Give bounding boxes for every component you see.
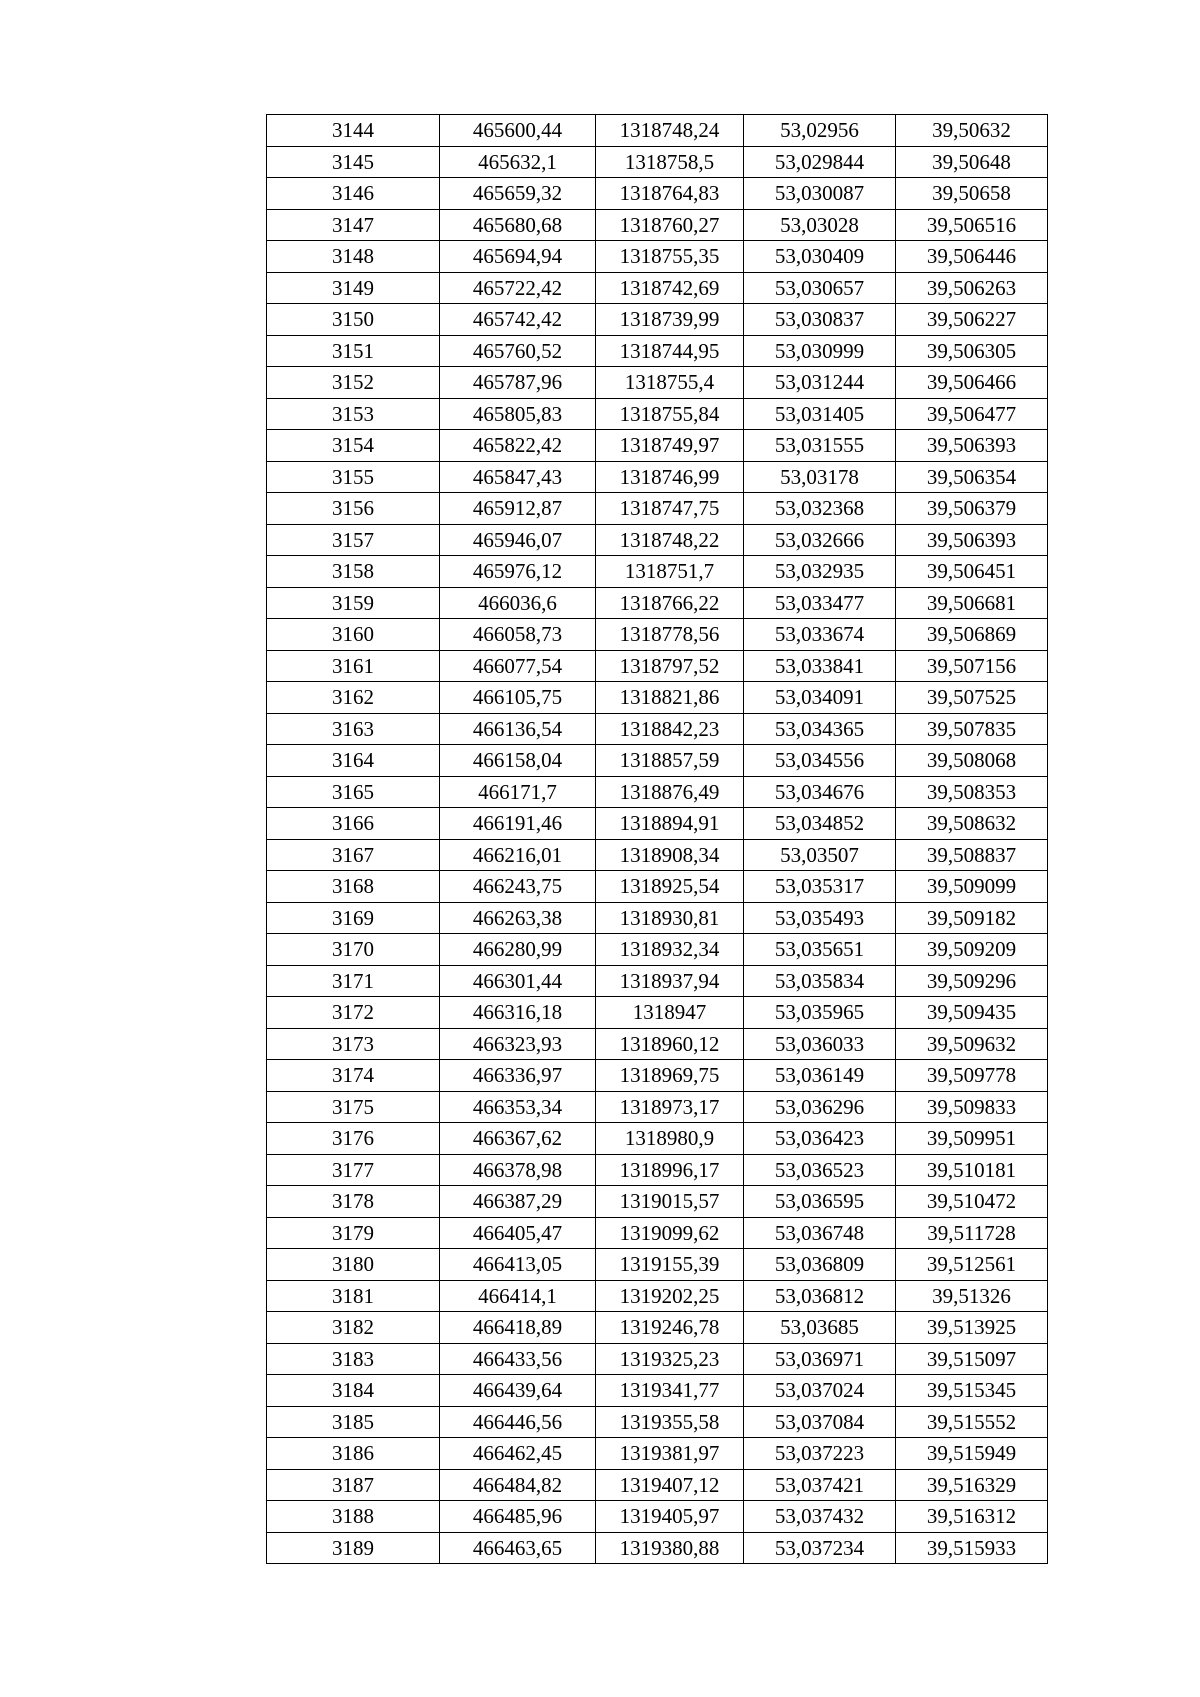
table-row (267, 1406, 1048, 1438)
x-coordinate-cell: 465659,32 (440, 178, 596, 210)
point-number-cell: 3160 (267, 619, 440, 651)
longitude-cell: 39,506516 (896, 209, 1048, 241)
longitude-cell: 39,509182 (896, 902, 1048, 934)
y-coordinate-cell: 1318996,17 (596, 1154, 744, 1186)
point-number-cell: 3163 (267, 713, 440, 745)
longitude-cell: 39,515097 (896, 1343, 1048, 1375)
longitude-cell: 39,509209 (896, 934, 1048, 966)
x-coordinate-cell: 466484,82 (440, 1469, 596, 1501)
point-number-cell: 3162 (267, 682, 440, 714)
latitude-cell: 53,035834 (744, 965, 896, 997)
y-coordinate-cell: 1319099,62 (596, 1217, 744, 1249)
latitude-cell: 53,036033 (744, 1028, 896, 1060)
latitude-cell: 53,031405 (744, 398, 896, 430)
table-row (267, 619, 1048, 651)
point-number-cell: 3157 (267, 524, 440, 556)
x-coordinate-cell: 466414,1 (440, 1280, 596, 1312)
table-row (267, 1154, 1048, 1186)
x-coordinate-cell: 466413,05 (440, 1249, 596, 1281)
point-number-cell: 3168 (267, 871, 440, 903)
x-coordinate-cell: 466280,99 (440, 934, 596, 966)
longitude-cell: 39,508353 (896, 776, 1048, 808)
longitude-cell: 39,515552 (896, 1406, 1048, 1438)
x-coordinate-cell: 466439,64 (440, 1375, 596, 1407)
latitude-cell: 53,031244 (744, 367, 896, 399)
longitude-cell: 39,506477 (896, 398, 1048, 430)
table-row (267, 808, 1048, 840)
x-coordinate-cell: 466243,75 (440, 871, 596, 903)
y-coordinate-cell: 1319202,25 (596, 1280, 744, 1312)
point-number-cell: 3151 (267, 335, 440, 367)
longitude-cell: 39,516329 (896, 1469, 1048, 1501)
table-row (267, 272, 1048, 304)
y-coordinate-cell: 1318980,9 (596, 1123, 744, 1155)
point-number-cell: 3154 (267, 430, 440, 462)
y-coordinate-cell: 1318930,81 (596, 902, 744, 934)
table-row (267, 1280, 1048, 1312)
table-row (267, 430, 1048, 462)
table-row (267, 304, 1048, 336)
x-coordinate-cell: 465946,07 (440, 524, 596, 556)
table-row (267, 965, 1048, 997)
y-coordinate-cell: 1318764,83 (596, 178, 744, 210)
x-coordinate-cell: 466191,46 (440, 808, 596, 840)
table-row (267, 556, 1048, 588)
longitude-cell: 39,506393 (896, 524, 1048, 556)
y-coordinate-cell: 1318925,54 (596, 871, 744, 903)
latitude-cell: 53,037421 (744, 1469, 896, 1501)
longitude-cell: 39,509632 (896, 1028, 1048, 1060)
longitude-cell: 39,509778 (896, 1060, 1048, 1092)
longitude-cell: 39,512561 (896, 1249, 1048, 1281)
y-coordinate-cell: 1319407,12 (596, 1469, 744, 1501)
x-coordinate-cell: 466158,04 (440, 745, 596, 777)
point-number-cell: 3166 (267, 808, 440, 840)
point-number-cell: 3161 (267, 650, 440, 682)
x-coordinate-cell: 466387,29 (440, 1186, 596, 1218)
latitude-cell: 53,034556 (744, 745, 896, 777)
y-coordinate-cell: 1318969,75 (596, 1060, 744, 1092)
point-number-cell: 3172 (267, 997, 440, 1029)
point-number-cell: 3183 (267, 1343, 440, 1375)
table-row (267, 1217, 1048, 1249)
point-number-cell: 3152 (267, 367, 440, 399)
point-number-cell: 3149 (267, 272, 440, 304)
y-coordinate-cell: 1318857,59 (596, 745, 744, 777)
longitude-cell: 39,506446 (896, 241, 1048, 273)
x-coordinate-cell: 466353,34 (440, 1091, 596, 1123)
x-coordinate-cell: 466263,38 (440, 902, 596, 934)
table-row (267, 335, 1048, 367)
latitude-cell: 53,03028 (744, 209, 896, 241)
point-number-cell: 3165 (267, 776, 440, 808)
table-row (267, 1249, 1048, 1281)
latitude-cell: 53,029844 (744, 146, 896, 178)
x-coordinate-cell: 466105,75 (440, 682, 596, 714)
table-row (267, 871, 1048, 903)
table-row (267, 1312, 1048, 1344)
table-row (267, 367, 1048, 399)
longitude-cell: 39,508837 (896, 839, 1048, 871)
latitude-cell: 53,036748 (744, 1217, 896, 1249)
point-number-cell: 3182 (267, 1312, 440, 1344)
y-coordinate-cell: 1318742,69 (596, 272, 744, 304)
table-row (267, 776, 1048, 808)
table-row (267, 1186, 1048, 1218)
point-number-cell: 3175 (267, 1091, 440, 1123)
longitude-cell: 39,506354 (896, 461, 1048, 493)
table-row (267, 1375, 1048, 1407)
x-coordinate-cell: 466378,98 (440, 1154, 596, 1186)
longitude-cell: 39,506466 (896, 367, 1048, 399)
y-coordinate-cell: 1319355,58 (596, 1406, 744, 1438)
x-coordinate-cell: 465805,83 (440, 398, 596, 430)
point-number-cell: 3178 (267, 1186, 440, 1218)
point-number-cell: 3153 (267, 398, 440, 430)
latitude-cell: 53,037432 (744, 1501, 896, 1533)
y-coordinate-cell: 1318766,22 (596, 587, 744, 619)
y-coordinate-cell: 1318746,99 (596, 461, 744, 493)
point-number-cell: 3144 (267, 115, 440, 147)
y-coordinate-cell: 1318894,91 (596, 808, 744, 840)
point-number-cell: 3171 (267, 965, 440, 997)
y-coordinate-cell: 1318960,12 (596, 1028, 744, 1060)
x-coordinate-cell: 466418,89 (440, 1312, 596, 1344)
y-coordinate-cell: 1318748,22 (596, 524, 744, 556)
point-number-cell: 3148 (267, 241, 440, 273)
latitude-cell: 53,030409 (744, 241, 896, 273)
x-coordinate-cell: 466171,7 (440, 776, 596, 808)
latitude-cell: 53,032935 (744, 556, 896, 588)
y-coordinate-cell: 1319380,88 (596, 1532, 744, 1564)
longitude-cell: 39,50648 (896, 146, 1048, 178)
latitude-cell: 53,032368 (744, 493, 896, 525)
table-row (267, 1532, 1048, 1564)
longitude-cell: 39,506379 (896, 493, 1048, 525)
x-coordinate-cell: 465742,42 (440, 304, 596, 336)
latitude-cell: 53,034091 (744, 682, 896, 714)
x-coordinate-cell: 466462,45 (440, 1438, 596, 1470)
longitude-cell: 39,516312 (896, 1501, 1048, 1533)
point-number-cell: 3174 (267, 1060, 440, 1092)
latitude-cell: 53,02956 (744, 115, 896, 147)
x-coordinate-cell: 466367,62 (440, 1123, 596, 1155)
x-coordinate-cell: 466036,6 (440, 587, 596, 619)
table-row (267, 209, 1048, 241)
x-coordinate-cell: 465847,43 (440, 461, 596, 493)
latitude-cell: 53,033674 (744, 619, 896, 651)
point-number-cell: 3179 (267, 1217, 440, 1249)
y-coordinate-cell: 1319405,97 (596, 1501, 744, 1533)
point-number-cell: 3177 (267, 1154, 440, 1186)
table-row (267, 839, 1048, 871)
x-coordinate-cell: 465722,42 (440, 272, 596, 304)
latitude-cell: 53,033841 (744, 650, 896, 682)
table-row (267, 650, 1048, 682)
y-coordinate-cell: 1318758,5 (596, 146, 744, 178)
x-coordinate-cell: 465694,94 (440, 241, 596, 273)
table-row (267, 1028, 1048, 1060)
y-coordinate-cell: 1319246,78 (596, 1312, 744, 1344)
latitude-cell: 53,036809 (744, 1249, 896, 1281)
table-row (267, 713, 1048, 745)
table-row (267, 398, 1048, 430)
latitude-cell: 53,035317 (744, 871, 896, 903)
y-coordinate-cell: 1319381,97 (596, 1438, 744, 1470)
table-row (267, 1469, 1048, 1501)
y-coordinate-cell: 1318932,34 (596, 934, 744, 966)
longitude-cell: 39,510181 (896, 1154, 1048, 1186)
x-coordinate-cell: 466463,65 (440, 1532, 596, 1564)
latitude-cell: 53,030837 (744, 304, 896, 336)
x-coordinate-cell: 465912,87 (440, 493, 596, 525)
y-coordinate-cell: 1318778,56 (596, 619, 744, 651)
table-row (267, 1123, 1048, 1155)
longitude-cell: 39,506451 (896, 556, 1048, 588)
longitude-cell: 39,508068 (896, 745, 1048, 777)
longitude-cell: 39,509833 (896, 1091, 1048, 1123)
coordinates-table (266, 114, 1048, 1564)
table-row (267, 1438, 1048, 1470)
longitude-cell: 39,509099 (896, 871, 1048, 903)
table-row (267, 745, 1048, 777)
y-coordinate-cell: 1318797,52 (596, 650, 744, 682)
x-coordinate-cell: 466058,73 (440, 619, 596, 651)
point-number-cell: 3146 (267, 178, 440, 210)
y-coordinate-cell: 1318751,7 (596, 556, 744, 588)
y-coordinate-cell: 1318744,95 (596, 335, 744, 367)
x-coordinate-cell: 465760,52 (440, 335, 596, 367)
longitude-cell: 39,50632 (896, 115, 1048, 147)
y-coordinate-cell: 1318760,27 (596, 209, 744, 241)
longitude-cell: 39,515949 (896, 1438, 1048, 1470)
longitude-cell: 39,509296 (896, 965, 1048, 997)
x-coordinate-cell: 466216,01 (440, 839, 596, 871)
table-row (267, 146, 1048, 178)
point-number-cell: 3167 (267, 839, 440, 871)
latitude-cell: 53,030657 (744, 272, 896, 304)
longitude-cell: 39,509951 (896, 1123, 1048, 1155)
latitude-cell: 53,031555 (744, 430, 896, 462)
latitude-cell: 53,03178 (744, 461, 896, 493)
y-coordinate-cell: 1319015,57 (596, 1186, 744, 1218)
longitude-cell: 39,507156 (896, 650, 1048, 682)
latitude-cell: 53,037234 (744, 1532, 896, 1564)
table-row (267, 1060, 1048, 1092)
longitude-cell: 39,506227 (896, 304, 1048, 336)
longitude-cell: 39,513925 (896, 1312, 1048, 1344)
table-row (267, 1501, 1048, 1533)
x-coordinate-cell: 466077,54 (440, 650, 596, 682)
longitude-cell: 39,508632 (896, 808, 1048, 840)
y-coordinate-cell: 1318908,34 (596, 839, 744, 871)
table-row (267, 241, 1048, 273)
point-number-cell: 3164 (267, 745, 440, 777)
point-number-cell: 3185 (267, 1406, 440, 1438)
latitude-cell: 53,037223 (744, 1438, 896, 1470)
y-coordinate-cell: 1318842,23 (596, 713, 744, 745)
table-row (267, 997, 1048, 1029)
coordinates-table-body (267, 115, 1048, 1564)
latitude-cell: 53,034852 (744, 808, 896, 840)
latitude-cell: 53,036423 (744, 1123, 896, 1155)
y-coordinate-cell: 1318755,4 (596, 367, 744, 399)
table-row (267, 461, 1048, 493)
latitude-cell: 53,037084 (744, 1406, 896, 1438)
longitude-cell: 39,506681 (896, 587, 1048, 619)
x-coordinate-cell: 465822,42 (440, 430, 596, 462)
longitude-cell: 39,507525 (896, 682, 1048, 714)
x-coordinate-cell: 466301,44 (440, 965, 596, 997)
point-number-cell: 3189 (267, 1532, 440, 1564)
latitude-cell: 53,034365 (744, 713, 896, 745)
point-number-cell: 3158 (267, 556, 440, 588)
latitude-cell: 53,030999 (744, 335, 896, 367)
latitude-cell: 53,036296 (744, 1091, 896, 1123)
point-number-cell: 3156 (267, 493, 440, 525)
latitude-cell: 53,035965 (744, 997, 896, 1029)
x-coordinate-cell: 466405,47 (440, 1217, 596, 1249)
point-number-cell: 3173 (267, 1028, 440, 1060)
point-number-cell: 3170 (267, 934, 440, 966)
table-row (267, 493, 1048, 525)
longitude-cell: 39,507835 (896, 713, 1048, 745)
longitude-cell: 39,506393 (896, 430, 1048, 462)
point-number-cell: 3147 (267, 209, 440, 241)
latitude-cell: 53,035493 (744, 902, 896, 934)
x-coordinate-cell: 466433,56 (440, 1343, 596, 1375)
longitude-cell: 39,511728 (896, 1217, 1048, 1249)
x-coordinate-cell: 466446,56 (440, 1406, 596, 1438)
x-coordinate-cell: 466485,96 (440, 1501, 596, 1533)
latitude-cell: 53,036523 (744, 1154, 896, 1186)
y-coordinate-cell: 1318747,75 (596, 493, 744, 525)
y-coordinate-cell: 1318739,99 (596, 304, 744, 336)
longitude-cell: 39,506263 (896, 272, 1048, 304)
latitude-cell: 53,03507 (744, 839, 896, 871)
table-row (267, 178, 1048, 210)
latitude-cell: 53,036595 (744, 1186, 896, 1218)
y-coordinate-cell: 1318748,24 (596, 115, 744, 147)
x-coordinate-cell: 466336,97 (440, 1060, 596, 1092)
point-number-cell: 3184 (267, 1375, 440, 1407)
table-row (267, 1091, 1048, 1123)
y-coordinate-cell: 1318947 (596, 997, 744, 1029)
y-coordinate-cell: 1319341,77 (596, 1375, 744, 1407)
y-coordinate-cell: 1319325,23 (596, 1343, 744, 1375)
point-number-cell: 3159 (267, 587, 440, 619)
x-coordinate-cell: 465787,96 (440, 367, 596, 399)
point-number-cell: 3176 (267, 1123, 440, 1155)
table-row (267, 682, 1048, 714)
point-number-cell: 3169 (267, 902, 440, 934)
point-number-cell: 3188 (267, 1501, 440, 1533)
y-coordinate-cell: 1318876,49 (596, 776, 744, 808)
longitude-cell: 39,509435 (896, 997, 1048, 1029)
latitude-cell: 53,037024 (744, 1375, 896, 1407)
longitude-cell: 39,50658 (896, 178, 1048, 210)
longitude-cell: 39,51326 (896, 1280, 1048, 1312)
latitude-cell: 53,036971 (744, 1343, 896, 1375)
y-coordinate-cell: 1318821,86 (596, 682, 744, 714)
y-coordinate-cell: 1319155,39 (596, 1249, 744, 1281)
x-coordinate-cell: 465976,12 (440, 556, 596, 588)
point-number-cell: 3155 (267, 461, 440, 493)
table-row (267, 115, 1048, 147)
latitude-cell: 53,033477 (744, 587, 896, 619)
latitude-cell: 53,032666 (744, 524, 896, 556)
longitude-cell: 39,506305 (896, 335, 1048, 367)
y-coordinate-cell: 1318755,84 (596, 398, 744, 430)
point-number-cell: 3186 (267, 1438, 440, 1470)
point-number-cell: 3150 (267, 304, 440, 336)
table-row (267, 902, 1048, 934)
y-coordinate-cell: 1318973,17 (596, 1091, 744, 1123)
table-row (267, 524, 1048, 556)
latitude-cell: 53,035651 (744, 934, 896, 966)
y-coordinate-cell: 1318937,94 (596, 965, 744, 997)
table-row (267, 587, 1048, 619)
x-coordinate-cell: 466136,54 (440, 713, 596, 745)
point-number-cell: 3180 (267, 1249, 440, 1281)
table-row (267, 934, 1048, 966)
point-number-cell: 3187 (267, 1469, 440, 1501)
longitude-cell: 39,506869 (896, 619, 1048, 651)
latitude-cell: 53,036812 (744, 1280, 896, 1312)
point-number-cell: 3181 (267, 1280, 440, 1312)
latitude-cell: 53,034676 (744, 776, 896, 808)
longitude-cell: 39,515345 (896, 1375, 1048, 1407)
table-row (267, 1343, 1048, 1375)
latitude-cell: 53,03685 (744, 1312, 896, 1344)
y-coordinate-cell: 1318749,97 (596, 430, 744, 462)
x-coordinate-cell: 465680,68 (440, 209, 596, 241)
x-coordinate-cell: 465632,1 (440, 146, 596, 178)
point-number-cell: 3145 (267, 146, 440, 178)
latitude-cell: 53,030087 (744, 178, 896, 210)
x-coordinate-cell: 465600,44 (440, 115, 596, 147)
longitude-cell: 39,515933 (896, 1532, 1048, 1564)
x-coordinate-cell: 466316,18 (440, 997, 596, 1029)
longitude-cell: 39,510472 (896, 1186, 1048, 1218)
x-coordinate-cell: 466323,93 (440, 1028, 596, 1060)
y-coordinate-cell: 1318755,35 (596, 241, 744, 273)
latitude-cell: 53,036149 (744, 1060, 896, 1092)
